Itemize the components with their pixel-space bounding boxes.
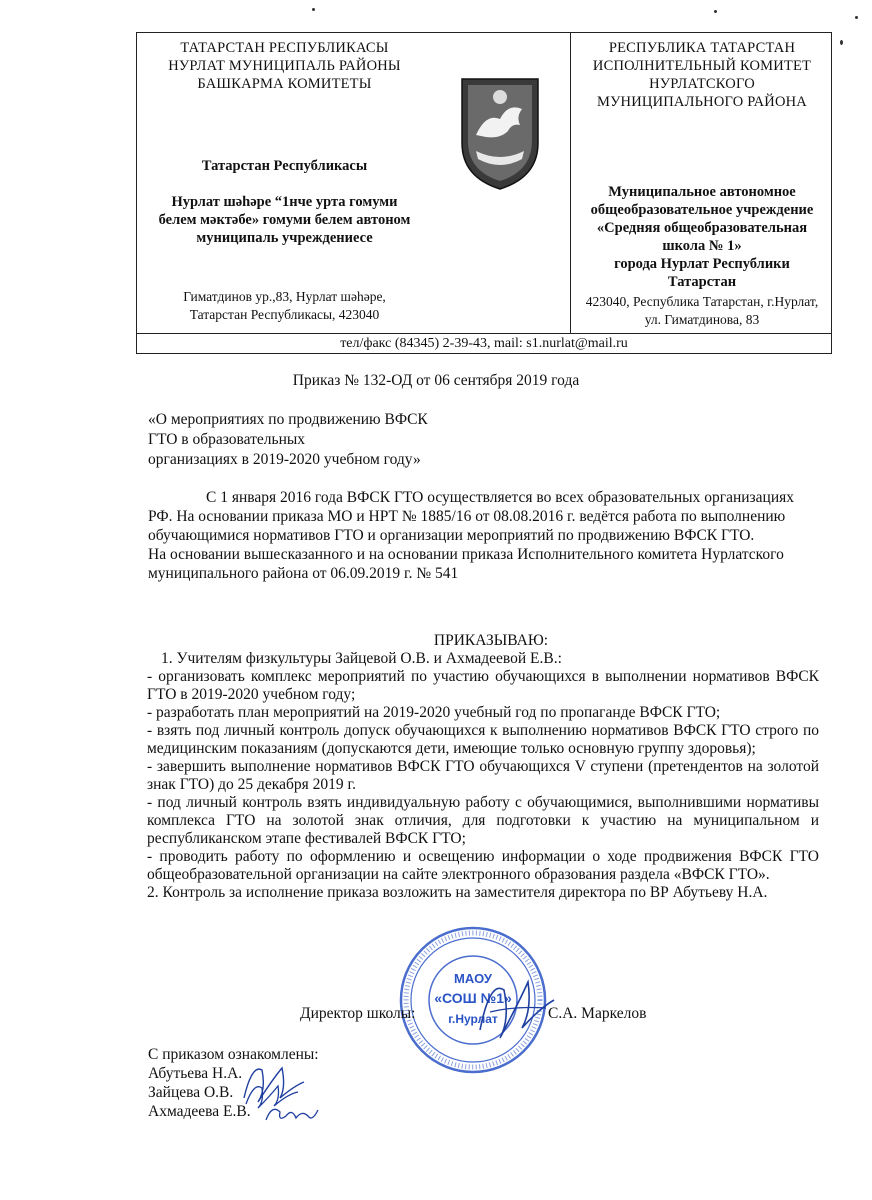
acknowledgement-name: Зайцева О.В. xyxy=(148,1084,234,1101)
letterhead-address: ул. Гиматдинова, 83 xyxy=(644,312,760,327)
letterhead-line: Татарстан Республикасы xyxy=(201,158,368,174)
signer-position: Директор школы: xyxy=(300,1005,416,1022)
order-subject xyxy=(148,410,548,470)
acknowledgement-name: Ахмадеева Е.В. xyxy=(148,1103,251,1120)
letterhead-address: Гиматдинов ур.,83, Нурлат шәһәре, xyxy=(183,289,386,304)
order-word: ПРИКАЗЫВАЮ: xyxy=(433,632,549,649)
signer-name: С.А. Маркелов xyxy=(548,1005,647,1022)
task-item: - взять под личный контроль допуск обучающихся к выполнению нормативов ВФСК ГТО строго по медицинским показаниям (допускаются дети, имеющие только основную группу здоровья); xyxy=(147,722,819,757)
letterhead-line: города Нурлат Республики xyxy=(614,256,790,272)
acknowledgement-title: С приказом ознакомлены: xyxy=(148,1046,319,1063)
subject-line: ГТО в образовательных xyxy=(148,431,306,448)
task-item: - завершить выполнение нормативов ВФСК ГТО обучающихся V ступени (претендентов на золотой знак ГТО) до 25 декабря 2019 г. xyxy=(147,758,819,793)
order-title: Приказ № 132-ОД от 06 сентября 2019 года xyxy=(292,372,580,389)
letterhead-line: Нурлат шәһәре “1нче урта гомуми xyxy=(171,194,398,210)
letterhead-address: 423040, Республика Татарстан, г.Нурлат, xyxy=(585,294,819,309)
letterhead-tatar-block xyxy=(137,33,432,333)
scan-speck xyxy=(312,8,315,11)
emblem-cell xyxy=(432,33,570,333)
task-item: - разработать план мероприятий на 2019-2020 учебный год по пропаганде ВФСК ГТО; xyxy=(147,704,721,721)
stamp-line: г.Нурлат xyxy=(448,1012,498,1026)
letterhead-line: муниципаль учреждениесе xyxy=(196,230,373,246)
task-item: - под личный контроль взять индивидуальную работу с обучающимися, выполнившими нормативы комплекса ГТО на золотой знак отличия, для подготовки к участию на муниципальном и республиканском этапе фестивалей ВФСК ГТО; xyxy=(147,794,819,847)
subject-line: «О мероприятиях по продвижению ВФСК xyxy=(148,411,428,428)
task-item: - организовать комплекс мероприятий по участию обучающихся в выполнении нормативов ВФСК ГТО в 2019-2020 учебном году; xyxy=(147,668,819,703)
letterhead-line: школа № 1» xyxy=(662,238,742,254)
scan-speck xyxy=(840,40,843,45)
order-item: 2. Контроль за исполнение приказа возложить на заместителя директора по ВР Абутьеву Н.А. xyxy=(147,884,768,901)
letterhead-line: МУНИЦИПАЛЬНОГО РАЙОНА xyxy=(597,94,807,110)
director-signature xyxy=(470,960,560,1050)
stamp-line: МАОУ xyxy=(454,971,492,986)
preamble xyxy=(148,488,818,583)
letterhead-line: БАШКАРМА КОМИТЕТЫ xyxy=(197,76,372,92)
letterhead-line: НУРЛАТСКОГО xyxy=(649,76,755,92)
letterhead-address: Татарстан Республикасы, 423040 xyxy=(189,307,380,322)
preamble-paragraph: На основании вышесказанного и на основании приказа Исполнительного комитета Нурлатского муниципального района от 06.09.2019 г. № 541 xyxy=(148,546,784,582)
letterhead-line: Татарстан xyxy=(667,274,737,290)
letterhead-line: ТАТАРСТАН РЕСПУБЛИКАСЫ xyxy=(180,40,389,56)
scan-speck xyxy=(855,16,858,19)
subject-line: организациях в 2019-2020 учебном году» xyxy=(148,451,421,468)
order-items xyxy=(147,650,819,902)
acknowledgement-name: Абутьева Н.А. xyxy=(148,1065,243,1082)
order-item: 1. Учителям физкультуры Зайцевой О.В. и Ахмадеевой Е.В.: xyxy=(161,650,562,667)
stamp-line: «СОШ №1» xyxy=(434,990,512,1006)
preamble-paragraph: С 1 января 2016 года ВФСК ГТО осуществляется во всех образовательных организациях РФ. На основании приказа МО и НРТ № 1885/16 от 08.08.2016 г. ведётся работа по выполнению обучающимися нормативов ГТО и организации мероприятий по продвижению ВФСК ГТО. xyxy=(148,489,795,544)
letterhead-line: «Средняя общеобразовательная xyxy=(596,220,808,236)
task-item: - проводить работу по оформлению и освещению информации о ходе продвижения ВФСК ГТО общеобразовательной организации на сайте электронного образования раздела «ВФСК ГТО». xyxy=(147,848,819,883)
letterhead xyxy=(136,32,832,354)
letterhead-line: НУРЛАТ МУНИЦИПАЛЬ РАЙОНЫ xyxy=(168,58,401,74)
acknowledgement-block xyxy=(148,1045,548,1121)
akhmadeeva-signature xyxy=(262,1098,322,1128)
letterhead-line: ИСПОЛНИТЕЛЬНЫЙ КОМИТЕТ xyxy=(592,58,812,74)
letterhead-line: РЕСПУБЛИКА ТАТАРСТАН xyxy=(608,40,796,56)
letterhead-line: Муниципальное автономное xyxy=(608,184,796,200)
letterhead-line: белем мәктәбе» гомуми белем автоном xyxy=(158,212,411,228)
scan-speck xyxy=(714,10,717,13)
coat-of-arms-icon xyxy=(456,73,544,191)
letterhead-russian-block xyxy=(570,33,833,333)
letterhead-contacts: тел/факс (84345) 2-39-43, mail: s1.nurlat@mail.ru xyxy=(137,333,831,354)
letterhead-line: общеобразовательное учреждение xyxy=(590,202,814,218)
